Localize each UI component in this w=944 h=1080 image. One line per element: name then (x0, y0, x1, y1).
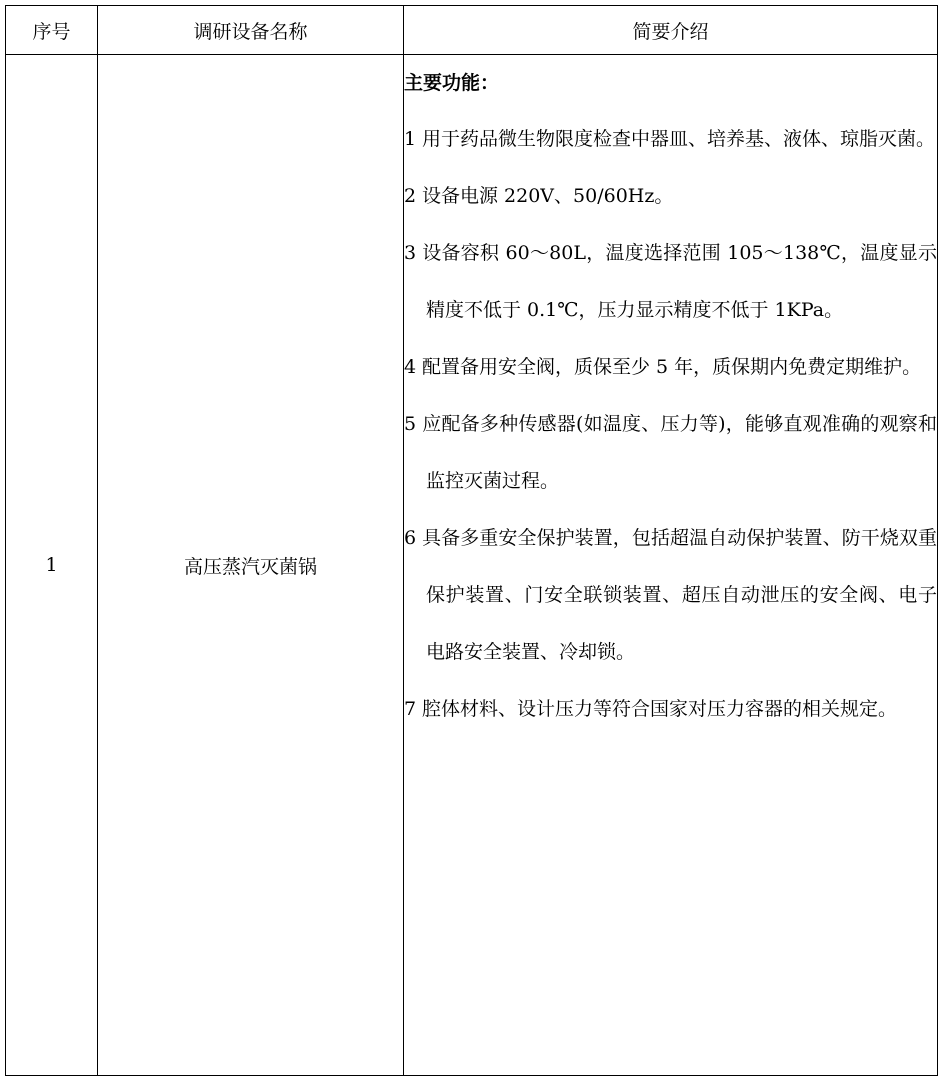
item-text: 设备电源 220V、50/60Hz。 (422, 185, 674, 207)
equipment-table (5, 5, 938, 1076)
header-no: 序号 (6, 6, 98, 55)
item-text: 腔体材料、设计压力等符合国家对压力容器的相关规定。 (422, 698, 898, 720)
item-text: 具备多重安全保护装置，包括超温自动保护装置、防干烧双重保护装置、门安全联锁装置、超压自动泄压的安全阀、电子电路安全装置、冷却锁。 (422, 527, 937, 663)
section-title: 主要功能： (404, 72, 500, 94)
item-text: 应配备多种传感器(如温度、压力等)，能够直观准确的观察和监控灭菌过程。 (422, 413, 937, 492)
table-header-row (6, 6, 938, 55)
item-number: 2 (404, 185, 417, 207)
item-number: 4 (404, 356, 417, 378)
item-number: 1 (404, 128, 417, 150)
function-item (404, 111, 937, 168)
function-item (404, 396, 937, 510)
function-item (404, 339, 937, 396)
row-number: 1 (6, 55, 98, 1076)
equipment-description (404, 55, 938, 1076)
function-item (404, 681, 937, 738)
item-text: 配置备用安全阀，质保至少 5 年，质保期内免费定期维护。 (422, 356, 922, 378)
equipment-name: 高压蒸汽灭菌锅 (98, 55, 404, 1076)
function-item (404, 225, 937, 339)
table-row (6, 55, 938, 1076)
function-item (404, 510, 937, 681)
item-number: 6 (404, 527, 417, 549)
item-number: 5 (404, 413, 417, 435)
header-name: 调研设备名称 (98, 6, 404, 55)
header-desc: 简要介绍 (404, 6, 938, 55)
item-text: 设备容积 60～80L，温度选择范围 105～138℃，温度显示精度不低于 0.1℃，压力显示精度不低于 1KPa。 (422, 242, 937, 321)
function-list (404, 111, 937, 738)
item-text: 用于药品微生物限度检查中器皿、培养基、液体、琼脂灭菌。 (422, 128, 936, 150)
item-number: 7 (404, 698, 417, 720)
item-number: 3 (404, 242, 417, 264)
function-item (404, 168, 937, 225)
